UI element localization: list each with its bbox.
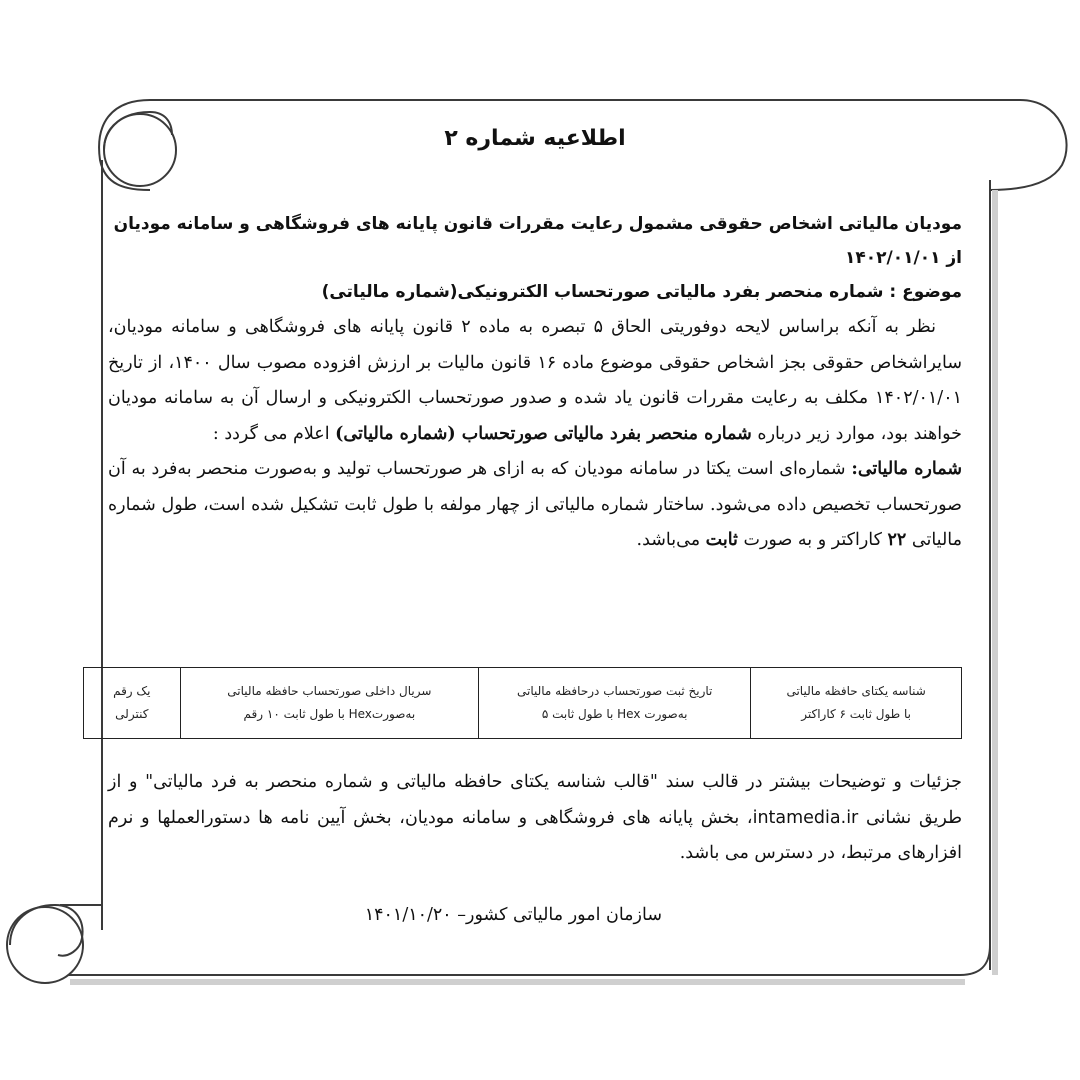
- definition-fixed: ثابت: [705, 530, 738, 550]
- definition-label: شماره مالیاتی:: [851, 459, 962, 479]
- definition-text-a: شماره‌ای است یکتا در سامانه مودیان که به ازای هر صورتحساب تولید و به‌صورت منحصر به‌فرد به آن صورتحساب تخصیص داده می‌شود. ساختار شماره مالیاتی از چهار مولفه با طول ثابت تشکیل شده است، طول شماره مالیاتی: [108, 459, 962, 550]
- component-cell: شناسه یکتای حافظه مالیاتی با طول ثابت ۶ کاراکتر: [751, 668, 962, 739]
- component-cell: یک رقم کنترلی: [84, 668, 181, 739]
- notice-body: [108, 310, 962, 559]
- notice-heading: [108, 207, 962, 309]
- intro-bold: شماره منحصر بفرد مالیاتی صورتحساب (شماره مالیاتی): [335, 423, 752, 444]
- definition-text-c: می‌باشد.: [636, 530, 706, 550]
- footer-paragraph: جزئیات و توضیحات بیشتر در قالب سند "قالب شناسه یکتای حافظه مالیاتی و شماره منحصر به فرد مالیاتی" و از طریق نشانی intamedia.ir، بخش پایانه های فروشگاهی و سامانه مودیان، بخش آیین نامه ها دستورالعملها و نرم افزارهای مرتبط، در دسترس می باشد.: [108, 772, 962, 863]
- notice-title: اطلاعیه شماره ۲: [444, 126, 626, 151]
- intro-text-a: نظر به آنکه براساس لایحه دوفوریتی الحاق ۵ تبصره به ماده ۲ قانون پایانه های فروشگاهی و سامانه مودیان، سایراشخاص حقوقی بجز اشخاص حقوقی موضوع ماده ۱۶ قانون مالیات بر ارزش افزوده مصوب سال ۱۴۰۰، از تاریخ ۱۴۰۲/۰۱/۰۱ مکلف به رعایت مقررات قانون یاد شده و صدور صورتحساب الکترونیکی و ارسال آن به سامانه مودیان خواهند بود، موارد زیر درباره: [108, 317, 962, 444]
- intro-paragraph: [108, 310, 962, 452]
- component-cell: سریال داخلی صورتحساب حافظه مالیاتی به‌صورتHex با طول ثابت ۱۰ رقم: [180, 668, 479, 739]
- definition-paragraph: [108, 452, 962, 559]
- component-cell: تاریخ ثبت صورتحساب درحافظه مالیاتی به‌صورت Hex با طول ثابت ۵: [479, 668, 751, 739]
- notice-content: [108, 100, 962, 990]
- heading-line-2: موضوع : شماره منحصر بفرد مالیاتی صورتحساب الکترونیکی(شماره مالیاتی): [321, 282, 962, 302]
- intamedia-link[interactable]: intamedia.ir: [752, 807, 859, 828]
- intro-text-b: اعلام می گردد :: [212, 423, 336, 444]
- table-row: [84, 668, 962, 739]
- definition-text-b: کاراکتر و به صورت: [737, 530, 888, 550]
- notice-footer: [108, 765, 962, 872]
- definition-length: ۲۲: [887, 530, 907, 550]
- tax-number-structure-table: [83, 667, 962, 739]
- signature: سازمان امور مالیاتی کشور– ۱۴۰۱/۱۰/۲۰: [364, 905, 662, 925]
- heading-line-1: مودیان مالیاتی اشخاص حقوقی مشمول رعایت مقررات قانون پایانه های فروشگاهی و سامانه مودیان از ۱۴۰۲/۰۱/۰۱: [113, 214, 962, 268]
